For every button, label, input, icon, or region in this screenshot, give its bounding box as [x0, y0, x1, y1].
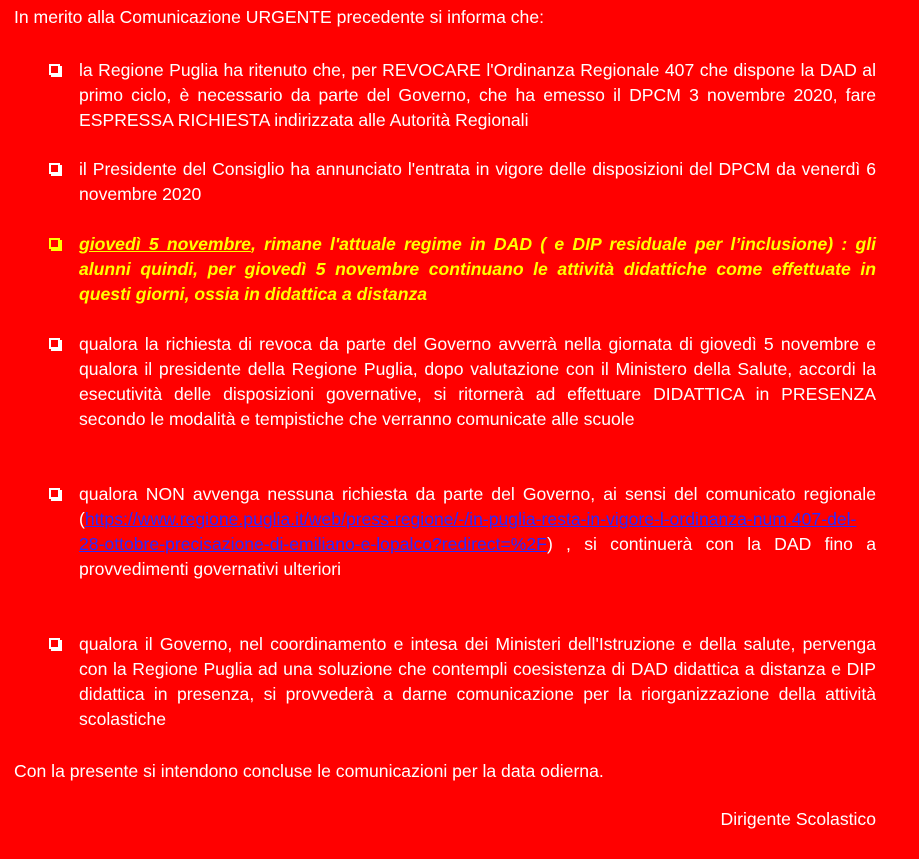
closing-text: Con la presente si intendono concluse le comunicazioni per la data odierna.	[14, 761, 604, 781]
checkbox-bullet-icon	[49, 238, 60, 249]
signature: Dirigente Scolastico	[720, 809, 876, 829]
list-item-text: qualora la richiesta di revoca da parte del Governo avverrà nella giornata di giovedì 5 novembre e qualora il presidente della Regione Puglia, dopo valutazione con il Ministero della Salute, accordi la esecutività delle disposizioni governative, si ritornerà ad effettuare DIDATTICA in PRESENZA secondo le modalità e tempistiche che verranno comunicate alle scuole	[79, 334, 876, 429]
list-item-text: la Regione Puglia ha ritenuto che, per REVOCARE l'Ordinanza Regionale 407 che dispone la DAD al primo ciclo, è necessario da parte del Governo, che ha emesso il DPCM 3 novembre 2020, fare ESPRESSA RICHIESTA indirizzata alle Autorità Regionali	[79, 60, 876, 130]
underlined-date: giovedì 5 novembre	[79, 234, 251, 254]
list-item	[46, 58, 876, 133]
checkbox-bullet-icon	[49, 64, 60, 75]
list-item	[46, 482, 876, 582]
list-item-text: il Presidente del Consiglio ha annunciato l'entrata in vigore delle disposizioni del DPCM da venerdì 6 novembre 2020	[79, 159, 876, 204]
list-item-highlighted	[46, 232, 876, 307]
list-item	[46, 332, 876, 432]
list-item	[46, 632, 876, 732]
list-item-text	[79, 482, 876, 582]
checkbox-bullet-icon	[49, 638, 60, 649]
checkbox-bullet-icon	[49, 488, 60, 499]
text-after-link: ) , si continuerà con la DAD fino a provvedimenti governativi ulteriori	[79, 534, 876, 579]
intro-text: In merito alla Comunicazione URGENTE precedente si informa che:	[14, 7, 544, 27]
list-item	[46, 157, 876, 207]
checkbox-bullet-icon	[49, 338, 60, 349]
regional-press-link[interactable]: https://www.regione.puglia.it/web/press-regione/-/in-puglia-resta-in-vigore-l-ordinanza-num.407-del-28-ottobre-precisazione-di-emiliano-e-lopalco?redirect=%2F	[79, 509, 857, 554]
checkbox-bullet-icon	[49, 163, 60, 174]
text-before-link: qualora NON avvenga nessuna richiesta da parte del Governo, ai sensi del comunicato regionale (	[79, 484, 876, 529]
list-item-text-rest: , rimane l'attuale regime in DAD ( e DIP residuale per l’inclusione) : gli alunni quindi, per giovedì 5 novembre continuano le attività didattiche come effettuate in questi giorni, ossia in didattica a distanza	[79, 234, 877, 304]
list-item-text: qualora il Governo, nel coordinamento e intesa dei Ministeri dell'Istruzione e della salute, pervenga con la Regione Puglia ad una soluzione che contempli coesistenza di DAD didattica a distanza e DIP didattica in presenza, si provvederà a darne comunicazione per la riorganizzazione della attività scolastiche	[79, 634, 876, 729]
list-item-text	[79, 232, 876, 307]
